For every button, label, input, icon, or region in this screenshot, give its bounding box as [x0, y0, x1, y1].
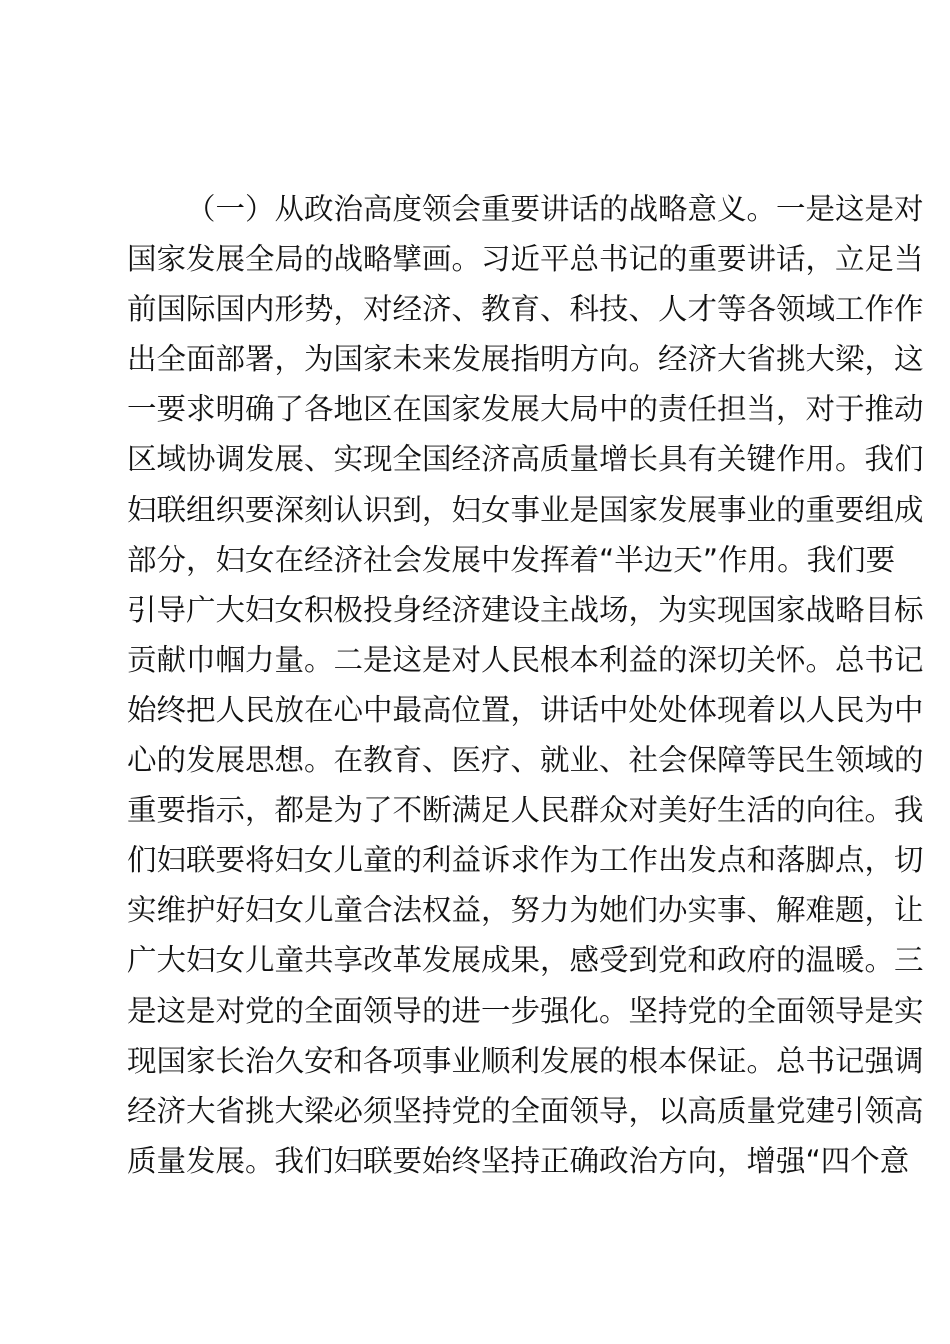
- paragraph-line-15: 实维护好妇女儿童合法权益，努力为她们办实事、解难题，让: [127, 893, 924, 928]
- paragraph-line-12: 心的发展思想。在教育、医疗、就业、社会保障等民生领域的: [127, 743, 924, 778]
- paragraph-line-4: 出全面部署，为国家未来发展指明方向。经济大省挑大梁，这: [127, 342, 924, 377]
- paragraph-line-10: 贡献巾帼力量。二是这是对人民根本利益的深切关怀。总书记: [127, 642, 924, 677]
- paragraph-line-9: 引导广大妇女积极投身经济建设主战场，为实现国家战略目标: [127, 592, 924, 627]
- paragraph-line-2: 国家发展全局的战略擘画。习近平总书记的重要讲话，立足当: [127, 242, 924, 277]
- body-paragraph: [127, 184, 924, 1186]
- paragraph-line-18: 现国家长治久安和各项事业顺利发展的根本保证。总书记强调: [127, 1043, 924, 1078]
- paragraph-line-8: 部分，妇女在经济社会发展中发挥着“半边天”作用。我们要: [127, 542, 896, 577]
- paragraph-line-7: 妇联组织要深刻认识到，妇女事业是国家发展事业的重要组成: [127, 492, 924, 527]
- paragraph-line-3: 前国际国内形势，对经济、教育、科技、人才等各领域工作作: [127, 292, 924, 327]
- paragraph-line-13: 重要指示，都是为了不断满足人民群众对美好生活的向往。我: [127, 793, 924, 828]
- paragraph-line-6: 区域协调发展、实现全国经济高质量增长具有关键作用。我们: [127, 442, 924, 477]
- paragraph-line-1: （一）从政治高度领会重要讲话的战略意义。一是这是对: [186, 192, 924, 226]
- paragraph-line-16: 广大妇女儿童共享改革发展成果，感受到党和政府的温暖。三: [127, 943, 924, 978]
- paragraph-line-19: 经济大省挑大梁必须坚持党的全面领导，以高质量党建引领高: [127, 1093, 924, 1128]
- paragraph-line-20: 质量发展。我们妇联要始终坚持正确政治方向，增强“四个意: [127, 1143, 910, 1178]
- paragraph-line-14: 们妇联要将妇女儿童的利益诉求作为工作出发点和落脚点，切: [127, 843, 924, 878]
- paragraph-line-11: 始终把人民放在心中最高位置，讲话中处处体现着以人民为中: [127, 692, 924, 727]
- paragraph-line-17: 是这是对党的全面领导的进一步强化。坚持党的全面领导是实: [127, 993, 924, 1028]
- paragraph-line-5: 一要求明确了各地区在国家发展大局中的责任担当，对于推动: [127, 392, 924, 427]
